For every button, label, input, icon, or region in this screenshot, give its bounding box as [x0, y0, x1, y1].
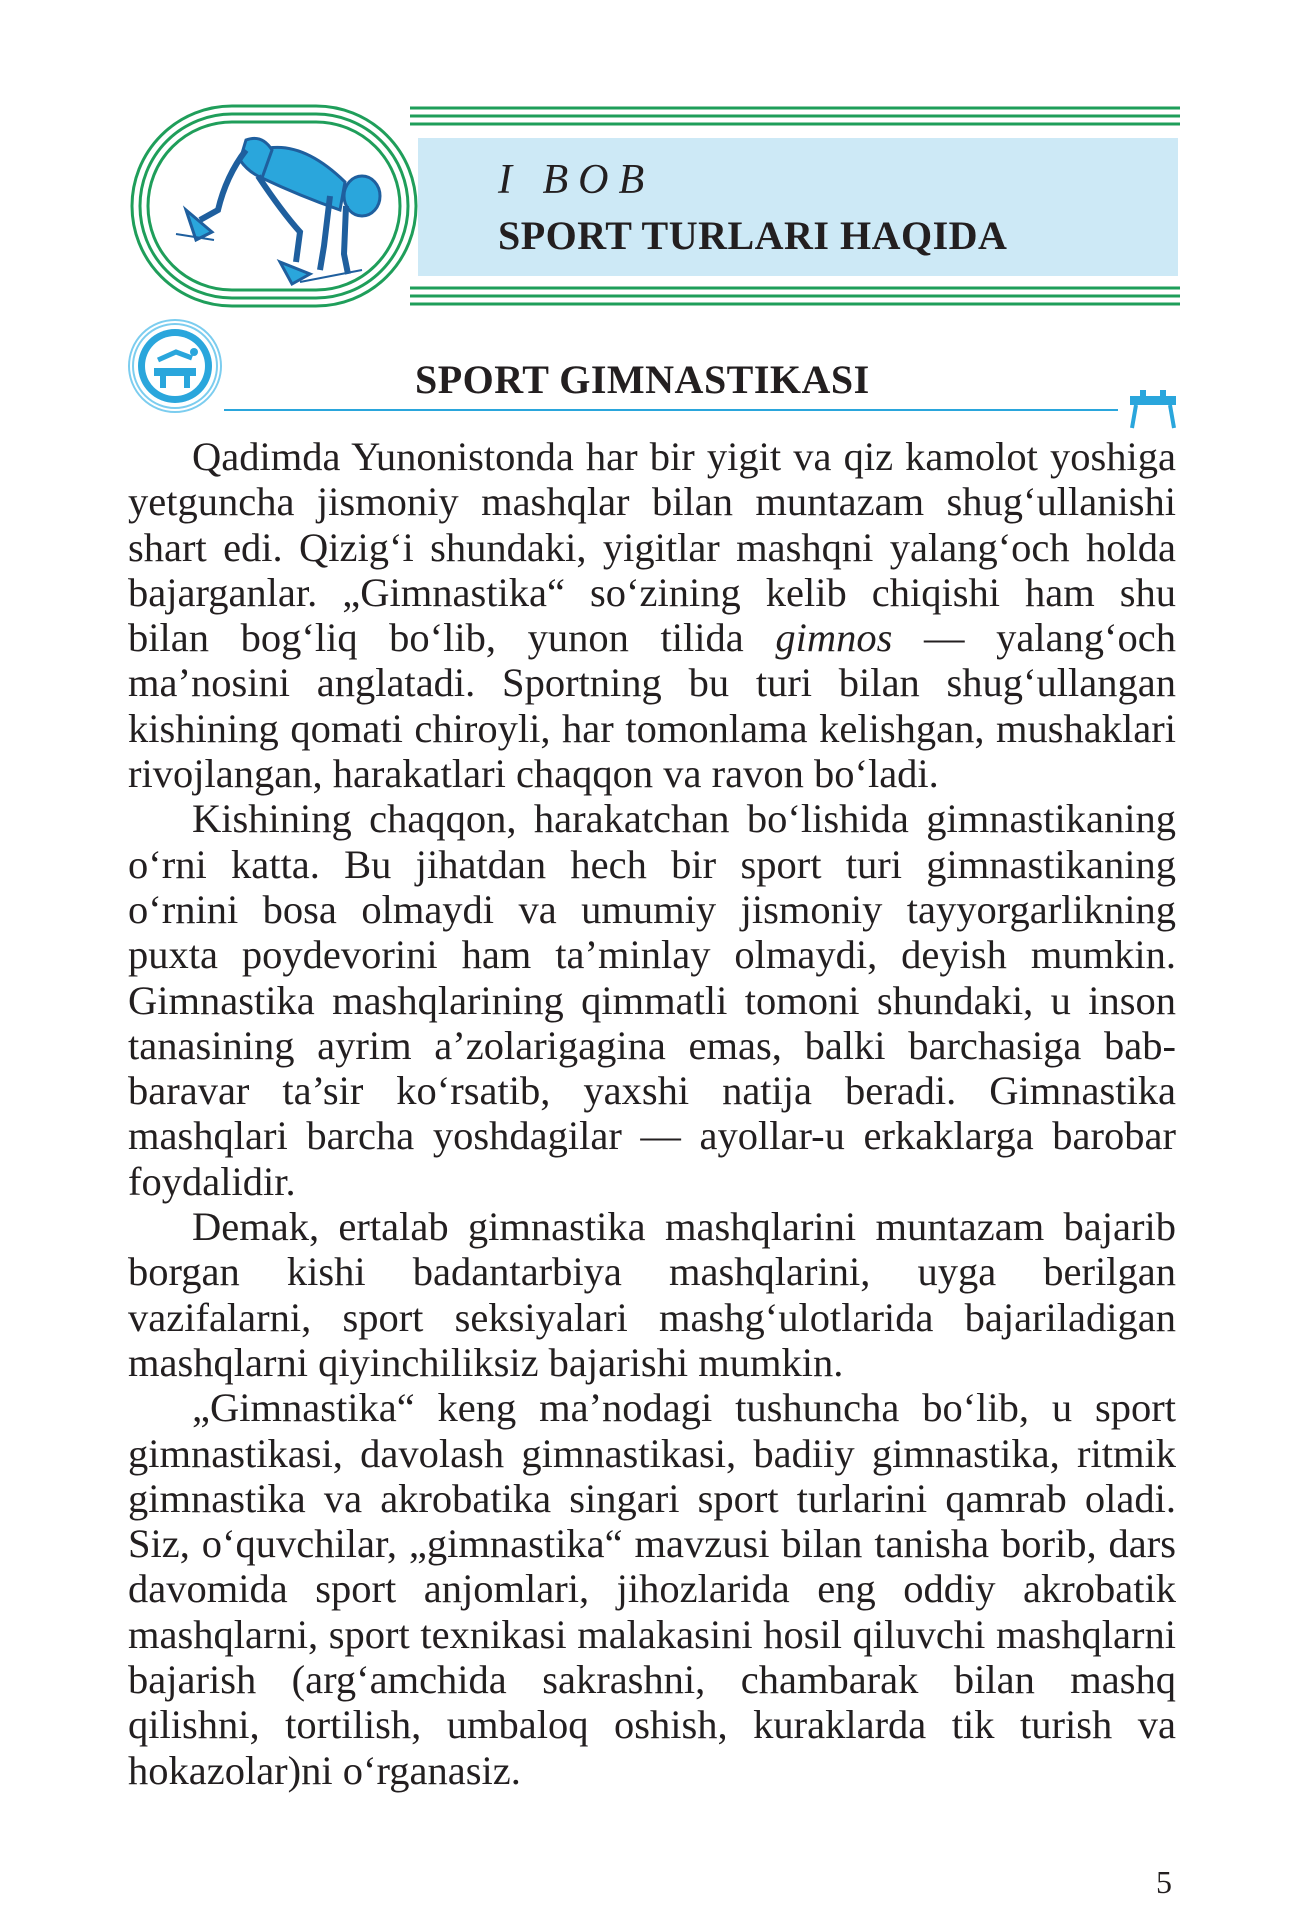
section-title: SPORT GIMNASTIKASI	[415, 357, 870, 402]
gymnastics-circle-icon	[129, 320, 221, 412]
paragraph: Qadimda Yunonistonda har bir yigit va qiz kamolot yoshiga yetguncha jismoniy mashqlar bilan muntazam shug‘ullanishi shart edi. Qizig‘i shundaki, yigitlar mashqni yalang‘och holda bajarganlar. „Gimnastika“ so‘zining kelib chiqishi ham shu bilan bog‘liq bo‘lib, yunon tilida gimnos — yalang‘och ma’nosini anglatadi. Sportning bu turi bilan shug‘ullangan kishining qomati chiroyli, har tomonlama kelishgan, mushaklari rivojlangan, harakatlari chaqqon va ravon bo‘ladi.	[128, 434, 1177, 797]
paragraph: Demak, ertalab gimnastika mashqlarini muntazam bajarib borgan kishi badantarbiya mashqlarini, uyga berilgan vazifalarni, sport seksiyalari mashg‘ulotlarida bajariladigan mashqlarni qiyinchiliksiz bajarishi mumkin.	[128, 1204, 1176, 1385]
paragraph: Kishining chaqqon, harakatchan bo‘lishida gimnastikaning o‘rni katta. Bu jihatdan hech bir sport turi gimnastikaning o‘rnini bosa olmaydi va umumiy jismoniy tayyorgarlikning puxta poydevorini ham ta’minlay olmaydi, deyish mumkin. Gimnastika mashqlarining qimmatli tomoni shundaki, u inson tanasining ayrim a’zolarigagina emas, balki barchasiga bab-baravar ta’sir ko‘rsatib, yaxshi natija beradi. Gimnastika mashqlari barcha yoshdagilar — ayollar-u erkaklarga barobar foydalidir.	[128, 796, 1176, 1204]
body-text	[128, 434, 1176, 1793]
chapter-number: I BOB	[498, 157, 655, 203]
chapter-header	[0, 0, 1300, 330]
chapter-title: SPORT TURLARI HAQIDA	[498, 213, 1008, 258]
chapter-heading-box	[418, 138, 1178, 276]
pommel-horse-icon	[1130, 390, 1176, 428]
page-number: 5	[1156, 1864, 1172, 1900]
paragraph: „Gimnastika“ keng ma’nodagi tushuncha bo‘lib, u sport gimnastikasi, davolash gimnastikasi, badiiy gimnastika, ritmik gimnastika va akrobatika singari sport turlarini qamrab oladi. Siz, o‘quvchilar, „gimnastika“ mavzusi bilan tanisha borib, dars davomida sport anjomlari, jihozlarida eng oddiy akrobatik mashqlarni, sport texnikasi malakasini hosil qiluvchi mashqlarni bajarish (arg‘amchida sakrashni, chambarak bilan mashq qilishni, tortilish, umbaloq oshish, kuraklarda tik turish va hokazolar)ni o‘rganasiz.	[128, 1385, 1176, 1793]
